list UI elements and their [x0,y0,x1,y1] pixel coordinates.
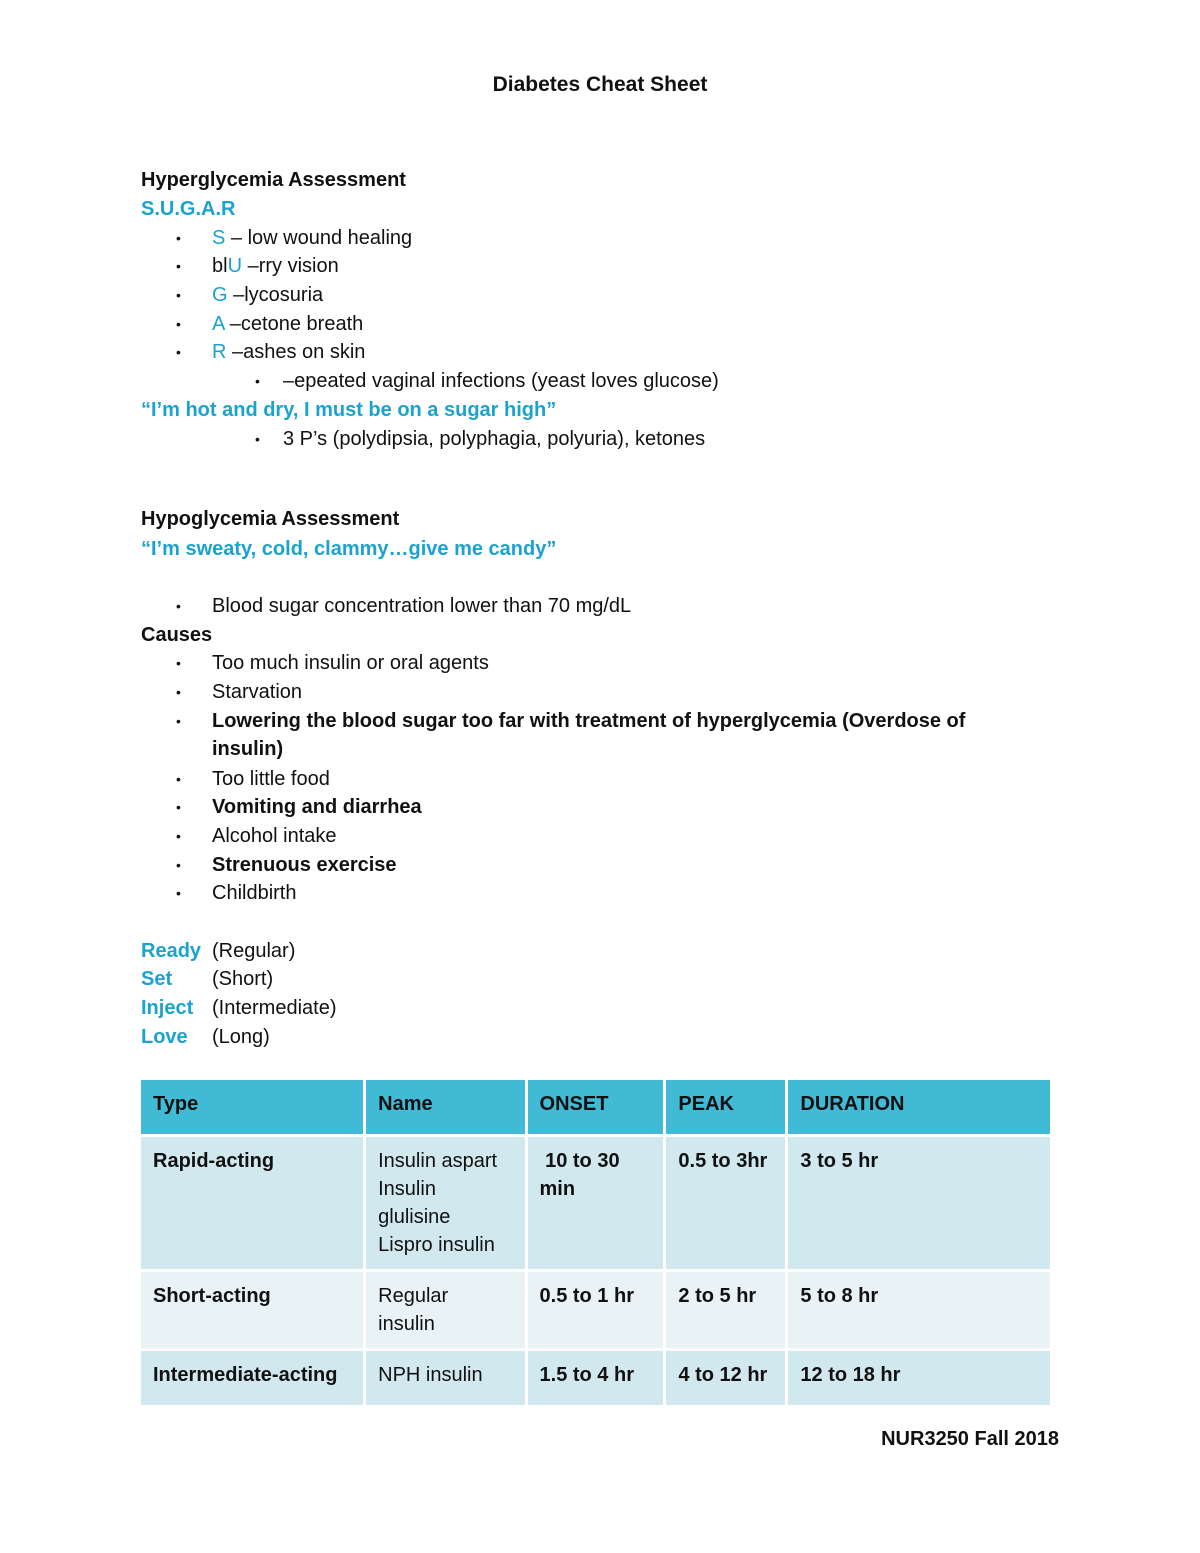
duration-cell: 5 to 8 hr [788,1272,1050,1348]
mnemonic-word: Love [141,1026,188,1048]
sugar-item-g: G –lycosuria [212,284,324,306]
name-line: NPH insulin [378,1364,483,1386]
mnemonic-word: Ready [141,940,202,962]
bullet: • [176,598,181,614]
name-line: Lispro insulin [378,1234,495,1256]
column-header-onset: ONSET [528,1080,664,1134]
mnemonic-desc: (Long) [212,1026,270,1048]
hypo-quote: “I’m sweaty, cold, clammy…give me candy” [141,538,557,560]
bullet: • [176,344,181,360]
mnemonic-word: Set [141,968,173,990]
insulin-table [138,1077,1053,1408]
cause-item: Starvation [212,681,303,703]
sugar-sub-item: –epeated vaginal infections (yeast loves glucose) [283,370,719,392]
bullet: • [255,373,260,389]
bullet: • [176,713,181,729]
hyper-quote-item: 3 P’s (polydipsia, polyphagia, polyuria), ketones [283,428,706,450]
peak-cell: 2 to 5 hr [666,1272,785,1348]
bullet: • [176,287,181,303]
bullet: • [176,230,181,246]
bullet: • [176,684,181,700]
sugar-item-a: A –cetone breath [212,313,364,335]
bullet: • [255,431,260,447]
sugar-item-u: blU –rry vision [212,255,339,277]
cause-item: Alcohol intake [212,825,337,847]
table-row [141,1272,1050,1348]
name-line: insulin [378,1313,435,1335]
name-line: Regular [378,1285,449,1307]
bullet: • [176,316,181,332]
document-title: Diabetes Cheat Sheet [492,73,708,96]
mnemonic-desc: (Short) [212,968,274,990]
column-header-peak: PEAK [666,1080,785,1134]
cause-item: Too much insulin or oral agents [212,652,489,674]
bullet: • [176,655,181,671]
column-header-duration: DURATION [788,1080,1050,1134]
mnemonic-desc: (Regular) [212,940,296,962]
cause-item: Too little food [212,768,330,790]
bullet: • [176,828,181,844]
causes-heading: Causes [141,624,213,646]
column-header-type: Type [141,1080,363,1134]
hypo-item: Blood sugar concentration lower than 70 mg/dL [212,595,632,617]
name-cell [366,1272,524,1348]
onset-cell: 10 to 30 min [528,1137,664,1269]
sugar-item-r: R –ashes on skin [212,341,366,363]
footer-course-label: NUR3250 Fall 2018 [881,1428,1059,1450]
cause-item: Lowering the blood sugar too far with treatment of hyperglycemia (Overdose of [212,710,966,732]
sugar-item-s: S – low wound healing [212,227,413,249]
cause-item: Vomiting and diarrhea [212,796,422,818]
name-line: Insulin [378,1178,436,1200]
column-header-name: Name [366,1080,524,1134]
name-cell [366,1137,524,1269]
mnemonic-word: Inject [141,997,194,1019]
duration-cell: 12 to 18 hr [788,1351,1050,1405]
onset-cell: 0.5 to 1 hr [528,1272,664,1348]
name-cell [366,1351,524,1405]
cause-item-continued: insulin) [212,738,284,760]
onset-cell: 1.5 to 4 hr [528,1351,664,1405]
name-line: Insulin aspart [378,1150,498,1172]
type-cell: Rapid-acting [141,1137,363,1269]
name-line: glulisine [378,1206,451,1228]
bullet: • [176,857,181,873]
sugar-acronym: S.U.G.A.R [141,198,236,220]
cause-item: Strenuous exercise [212,854,397,876]
type-cell: Short-acting [141,1272,363,1348]
bullet: • [176,258,181,274]
table-row [141,1351,1050,1405]
hyper-quote: “I’m hot and dry, I must be on a sugar high” [141,399,557,421]
bullet: • [176,799,181,815]
peak-cell: 4 to 12 hr [666,1351,785,1405]
hypoglycemia-heading: Hypoglycemia Assessment [141,508,400,530]
hyperglycemia-heading: Hyperglycemia Assessment [141,169,406,191]
cause-item: Childbirth [212,882,297,904]
peak-cell: 0.5 to 3hr [666,1137,785,1269]
table-row [141,1137,1050,1269]
type-cell: Intermediate-acting [141,1351,363,1405]
duration-cell: 3 to 5 hr [788,1137,1050,1269]
bullet: • [176,885,181,901]
bullet: • [176,771,181,787]
mnemonic-desc: (Intermediate) [212,997,337,1019]
table-header-row [141,1080,1050,1134]
